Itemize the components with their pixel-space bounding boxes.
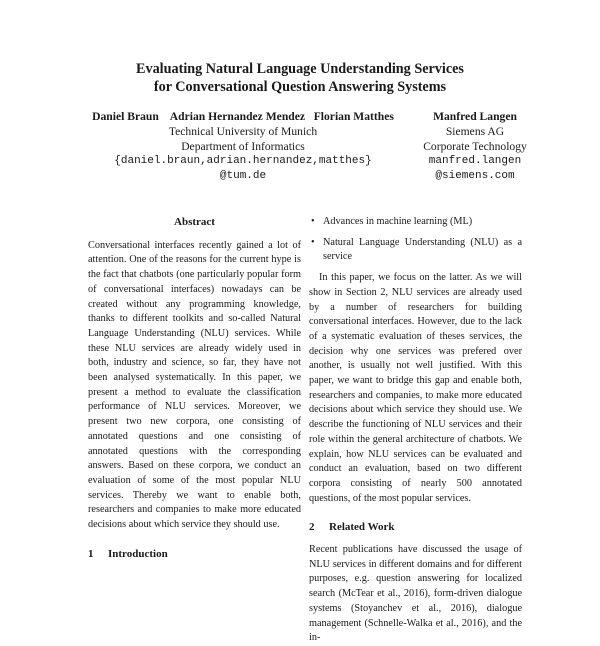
author-name-siemens: Manfred Langen bbox=[433, 110, 517, 123]
bullet-item bbox=[309, 236, 522, 265]
paper-title bbox=[60, 60, 540, 96]
section-2-number: 2 bbox=[309, 521, 315, 534]
title-line-1: Evaluating Natural Language Understanding Services bbox=[136, 61, 464, 77]
bullet-item bbox=[309, 215, 522, 230]
email-tum-line-1: {daniel.braun,adrian.hernandez,matthes} bbox=[114, 155, 372, 168]
email-siemens-line-1: manfred.langen bbox=[428, 155, 522, 168]
related-work-text: Recent publications have discussed the usage of NLU services in different domains and for different purposes, e.g. question answering for localized search (McTear et al., 2016), form-driven dialogue systems (Stoyanchev et al., 2016), dialogue management (Schnelle-Walka et al., 2016), and the in- bbox=[309, 544, 522, 644]
intro-paragraph: In this paper, we focus on the latter. As we will show in Section 2, NLU services are already used by a number of researchers for building conversational interfaces. However, due to the lack of a systematic evaluation of theses services, the decision why one services was prefered over another, is usually not well justified. With this paper, we want to bridge this gap and enable both, researchers and companies, to make more educated decisions about which service they should use. We describe the functioning of NLU services and their role within the general architecture of chatbots. We explain, how NLU services can be evaluated and conduct an evaluation, based on two different corpora consisting of nearly 500 annotated questions, of the most popular services. bbox=[309, 272, 522, 504]
institution-siemens: Siemens AG bbox=[445, 124, 505, 138]
affiliation-siemens bbox=[415, 110, 535, 184]
section-2-heading bbox=[309, 520, 522, 535]
institution-tum: Technical University of Munich bbox=[168, 124, 318, 138]
affiliation-tum bbox=[82, 110, 404, 184]
section-1-title: Introduction bbox=[108, 547, 168, 560]
department-siemens: Corporate Technology bbox=[423, 139, 527, 153]
section-1-number: 1 bbox=[88, 547, 94, 560]
abstract-heading: Abstract bbox=[174, 216, 215, 228]
bullet-text: Advances in machine learning (ML) bbox=[323, 216, 473, 227]
department-tum: Department of Informatics bbox=[181, 139, 305, 153]
left-column bbox=[88, 215, 301, 569]
title-line-2: for Conversational Question Answering Systems bbox=[153, 79, 447, 95]
email-tum-line-2: @tum.de bbox=[219, 170, 267, 183]
bullet-text: Natural Language Understanding (NLU) as a service bbox=[323, 236, 522, 263]
bullet-list bbox=[309, 215, 522, 265]
email-siemens-line-2: @siemens.com bbox=[435, 170, 515, 183]
right-column bbox=[309, 215, 522, 646]
abstract-text: Conversational interfaces recently gained a lot of attention. One of the reasons for the current hype is the fact that chatbots (one particularly popular form of conversational interfaces) nowadays can be created without any programming knowledge, thanks to different toolkits and so-called Natural Language Understanding (NLU) services. While these NLU services are already widely used in both, industry and science, so far, they have not been analysed systematically. In this paper, we present a method to evaluate the classification performance of NLU services. Moreover, we present two new corpora, one consisting of annotated questions and one consisting of annotated questions with the corresponding answers. Based on these corpora, we conduct an evaluation of some of the most popular NLU services. Thereby we want to enable both, researchers and companies to make more educated decisions about which service they should use. bbox=[88, 239, 301, 531]
section-1-heading bbox=[88, 547, 301, 562]
bullet-icon: • bbox=[311, 236, 315, 248]
section-2-title: Related Work bbox=[329, 521, 395, 534]
author-names-tum: Daniel Braun Adrian Hernandez Mendez Florian Matthes bbox=[92, 110, 394, 123]
bullet-icon: • bbox=[311, 216, 315, 227]
